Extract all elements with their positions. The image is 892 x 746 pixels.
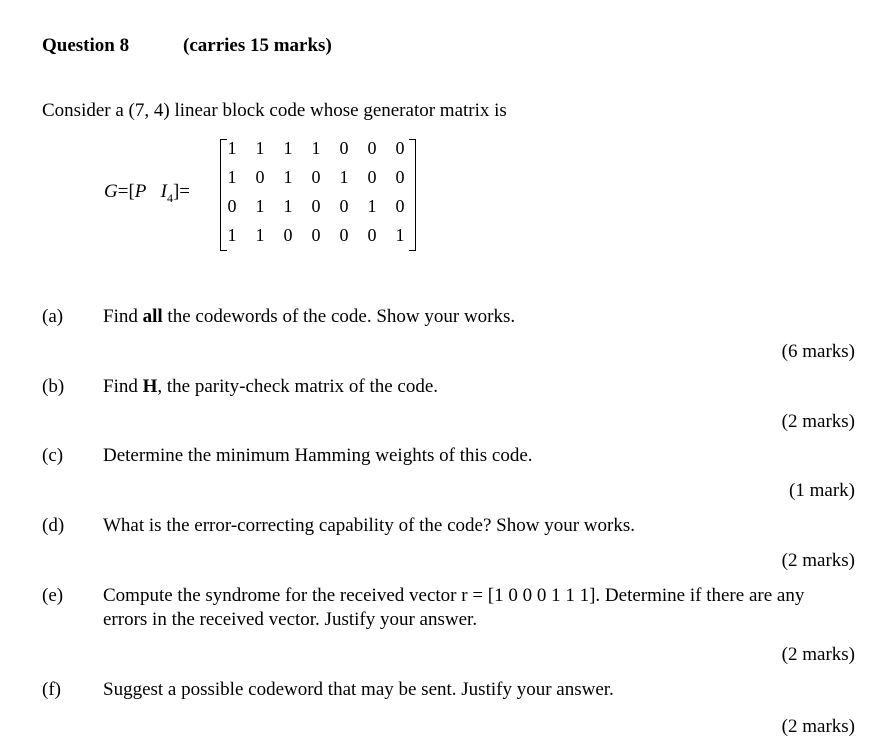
label-eq-open: =[ [117, 181, 135, 202]
part-a-label: (a) [42, 306, 64, 327]
part-f-marks: (2 marks) [781, 716, 855, 737]
matrix-cell: 0 [283, 225, 293, 245]
part-d-marks: (2 marks) [781, 550, 855, 571]
matrix-cell: 0 [395, 167, 405, 187]
part-a-bold: all [142, 306, 163, 327]
matrix-cell: 0 [311, 167, 321, 187]
matrix-cell: 1 [255, 138, 265, 158]
generator-matrix-label [104, 181, 190, 206]
matrix-cell: 0 [395, 196, 405, 216]
part-a-post: the codewords of the code. Show your works. [162, 306, 516, 327]
matrix-cell: 0 [311, 225, 321, 245]
part-b-marks: (2 marks) [781, 411, 855, 432]
matrix-cell: 1 [283, 167, 293, 187]
matrix-cell: 0 [339, 196, 349, 216]
matrix-cell: 0 [255, 167, 265, 187]
matrix-cell: 0 [227, 196, 237, 216]
part-a-text [103, 305, 515, 329]
question-title: Question 8 [42, 35, 130, 56]
part-b-text [103, 375, 438, 399]
part-c-marks: (1 mark) [789, 480, 855, 501]
question-intro: Consider a (7, 4) linear block code whose generator matrix is [42, 100, 507, 121]
matrix-cell: 1 [255, 196, 265, 216]
matrix-cell: 1 [367, 196, 377, 216]
matrix-row [220, 196, 416, 225]
matrix-cell: 0 [339, 138, 349, 158]
label-i: I [160, 181, 167, 202]
question-total-marks: (carries 15 marks) [183, 35, 332, 56]
matrix-cell: 0 [367, 167, 377, 187]
part-f-label: (f) [42, 679, 61, 700]
label-p: P [134, 181, 147, 202]
part-e-text-line1: Compute the syndrome for the received vector r = [1 0 0 0 1 1 1]. Determine if there are any [103, 585, 805, 606]
matrix-cell: 0 [339, 225, 349, 245]
matrix-cell: 1 [227, 138, 237, 158]
matrix-cell: 1 [311, 138, 321, 158]
part-c-text: Determine the minimum Hamming weights of this code. [103, 445, 533, 466]
matrix-cell: 1 [227, 167, 237, 187]
part-e-label: (e) [42, 585, 64, 606]
part-b-bold: H [142, 376, 158, 397]
matrix-cell: 0 [311, 196, 321, 216]
part-e-marks: (2 marks) [781, 644, 855, 665]
part-d-label: (d) [42, 515, 65, 536]
matrix-row [220, 225, 416, 254]
matrix-cell: 0 [367, 225, 377, 245]
part-c-label: (c) [42, 445, 64, 466]
matrix-cell: 1 [283, 138, 293, 158]
part-e-text-line2: errors in the received vector. Justify your answer. [103, 609, 478, 630]
label-g: G [104, 181, 118, 202]
part-f-text: Suggest a possible codeword that may be sent. Justify your answer. [103, 679, 614, 700]
matrix-cell: 1 [339, 167, 349, 187]
part-a-pre: Find [103, 306, 143, 327]
part-b-pre: Find [103, 376, 143, 397]
generator-matrix [220, 137, 416, 253]
matrix-cell: 1 [255, 225, 265, 245]
part-b-label: (b) [42, 376, 65, 397]
matrix-cell: 0 [395, 138, 405, 158]
matrix-row [220, 167, 416, 196]
matrix-cell: 1 [227, 225, 237, 245]
matrix-cell: 0 [367, 138, 377, 158]
matrix-row [220, 138, 416, 167]
matrix-cell: 1 [283, 196, 293, 216]
part-a-marks: (6 marks) [781, 341, 855, 362]
part-b-post: , the parity-check matrix of the code. [157, 376, 439, 397]
part-d-text: What is the error-correcting capability of the code? Show your works. [103, 515, 635, 536]
label-i-subscript: 4 [166, 190, 173, 205]
label-eq-close: ]= [172, 181, 191, 202]
matrix-cell: 1 [395, 225, 405, 245]
